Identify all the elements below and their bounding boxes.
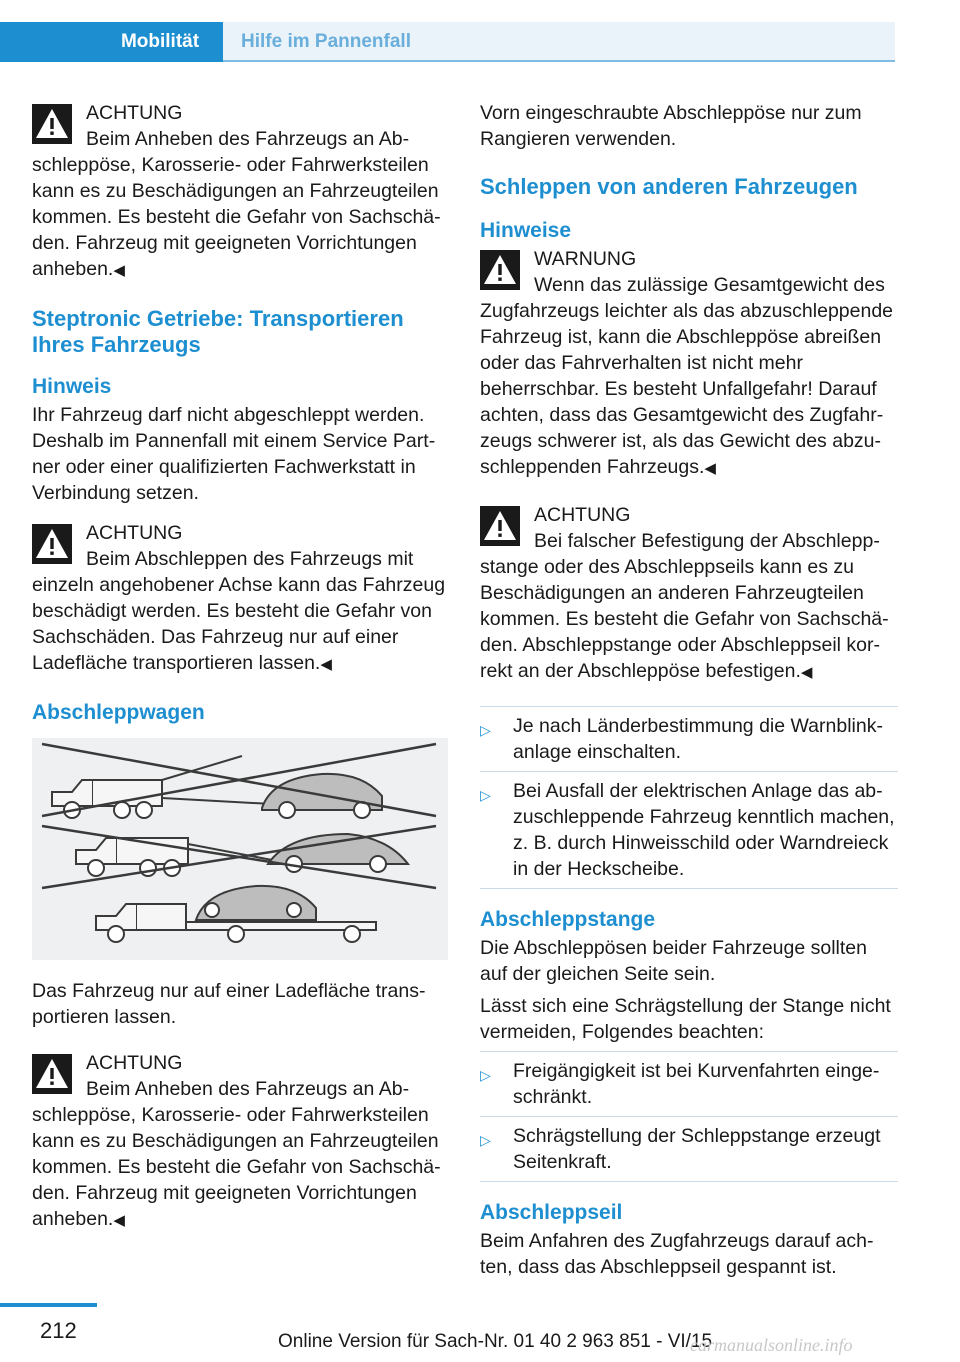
warning-triangle-icon [32, 104, 72, 144]
triangle-bullet-icon: ▷ [480, 1132, 491, 1148]
heading-hinweise: Hinweise [480, 219, 572, 242]
end-mark: ◀ [704, 460, 716, 477]
header-underline [223, 60, 895, 62]
warning-text: Beim Anheben des Fahrzeugs an Abschleppöse, Karosserie- oder Fahrwerksteilen kann es zu Beschädigungen an Fahrzeugteilen kommen. Es besteht die Gefahr von Sachschäden. Fahrzeug mit geeigneten Vorrichtungen anheben. [32, 128, 441, 280]
watermark: carmanualsonline.info [690, 1335, 853, 1355]
warning-triangle-icon [32, 1054, 72, 1094]
instruction-list [480, 706, 898, 889]
warning-text: Beim Anheben des Fahrzeugs an Abschleppöse, Karosserie- oder Fahrwerksteilen kann es zu Beschädigungen an Fahrzeugteilen kommen. Es besteht die Gefahr von Sachschäden. Fahrzeug mit geeigneten Vorrichtungen anheben. [32, 1078, 441, 1230]
footer-accent-bar [0, 1303, 97, 1307]
page-number: 212 [40, 1318, 77, 1343]
warning-triangle-icon [480, 506, 520, 546]
warning-triangle-icon [32, 524, 72, 564]
header-accent-block [0, 22, 97, 62]
heading-abschleppstange: Abschleppstange [480, 908, 656, 931]
warning-text: Beim Abschleppen des Fahrzeugs mit einzeln angehobener Achse kann das Fahrzeug beschädigt werden. Es besteht die Gefahr von Sachschäden. Das Fahrzeug nur auf einer Ladefläche transportieren lassen. [32, 548, 446, 674]
figure-caption: Das Fahrzeug nur auf einer Ladefläche transportieren lassen. [32, 980, 426, 1028]
stange-paragraph-2: Lässt sich eine Schrägstellung der Stange nicht vermeiden, Folgendes beachten: [480, 995, 891, 1043]
end-mark: ◀ [113, 1212, 125, 1229]
right-column [480, 100, 898, 1294]
online-version-note: Online Version für Sach-Nr. 01 40 2 963 851 - VI/15 [278, 1331, 713, 1352]
header-subsection-tab: Hilfe im Pannenfall [223, 22, 895, 62]
list-item-text: Freigängigkeit ist bei Kurvenfahrten eingeschränkt. [513, 1060, 880, 1108]
list-item [480, 1051, 898, 1117]
list-item [480, 772, 898, 889]
warning-block [32, 1050, 450, 1234]
warning-text: Wenn das zulässige Gesamtgewicht des Zugfahrzeugs leichter als das abzuschleppende Fahrzeug ist, kann die Abschleppöse abreißen oder das Fahrverhalten ist nicht mehr beherrschbar. Es besteht Unfallgefahr! Darauf achten, dass das Gesamtgewicht des Zugfahrzeugs schwerer ist, als das Gewicht des abzuschleppenden Fahrzeugs. [480, 274, 894, 478]
seil-paragraph: Beim Anfahren des Zugfahrzeugs darauf achten, dass das Abschleppseil gespannt ist. [480, 1230, 874, 1278]
warning-label: WARNUNG [534, 248, 637, 270]
warning-label: ACHTUNG [86, 1052, 183, 1074]
header-section-tab: Mobilität [97, 22, 223, 62]
warning-block [480, 502, 898, 686]
warning-block [32, 520, 450, 678]
triangle-bullet-icon: ▷ [480, 1067, 491, 1083]
warning-label: ACHTUNG [534, 504, 631, 526]
list-item [480, 706, 898, 772]
list-item-text: Bei Ausfall der elektrischen Anlage das abzuschleppende Fahrzeug kenntlich machen, z. B. durch Hinweisschild oder Warndreieck in der Heckscheibe. [513, 780, 895, 880]
page-header [0, 0, 960, 64]
list-item-text: Schrägstellung der Schleppstange erzeugt Seitenkraft. [513, 1125, 881, 1173]
hinweis-paragraph: Ihr Fahrzeug darf nicht abgeschleppt werden. Deshalb im Pannenfall mit einem Service Partner oder einer qualifizierten Fachwerkstatt in Verbindung setzen. [32, 404, 436, 504]
triangle-bullet-icon: ▷ [480, 722, 491, 738]
heading-schleppen: Schleppen von anderen Fahrzeugen [480, 174, 858, 199]
heading-abschleppseil: Abschleppseil [480, 1201, 623, 1224]
list-item-text: Je nach Länderbestimmung die Warnblinkanlage einschalten. [513, 715, 883, 763]
end-mark: ◀ [800, 664, 813, 681]
stange-paragraph-1: Die Abschleppösen beider Fahrzeuge sollten auf der gleichen Seite sein. [480, 937, 868, 985]
warning-text: Bei falscher Befestigung der Abschleppstange oder des Abschleppseils kann es zu Beschädigungen an anderen Fahrzeugteilen kommen. Es besteht die Gefahr von Sachschäden. Abschleppstange oder Abschleppseil korrekt an der Abschleppöse befestigen. [480, 530, 889, 682]
triangle-bullet-icon: ▷ [480, 787, 491, 803]
stange-list [480, 1051, 898, 1182]
warning-triangle-icon [480, 250, 520, 290]
tow-truck-drawing [32, 738, 448, 960]
warning-block [32, 100, 450, 284]
end-mark: ◀ [113, 262, 125, 279]
warning-label: ACHTUNG [86, 102, 183, 124]
tow-truck-illustration [32, 738, 448, 960]
intro-paragraph: Vorn eingeschraubte Abschleppöse nur zum Rangieren verwenden. [480, 102, 862, 150]
list-item [480, 1117, 898, 1182]
left-column [32, 100, 450, 1254]
heading-steptronic: Steptronic Getriebe: Transportieren Ihres Fahrzeugs [32, 306, 404, 357]
end-mark: ◀ [320, 656, 332, 673]
warning-block [480, 246, 898, 482]
heading-hinweis: Hinweis [32, 375, 112, 398]
heading-abschleppwagen: Abschleppwagen [32, 701, 205, 724]
warning-label: ACHTUNG [86, 522, 183, 544]
